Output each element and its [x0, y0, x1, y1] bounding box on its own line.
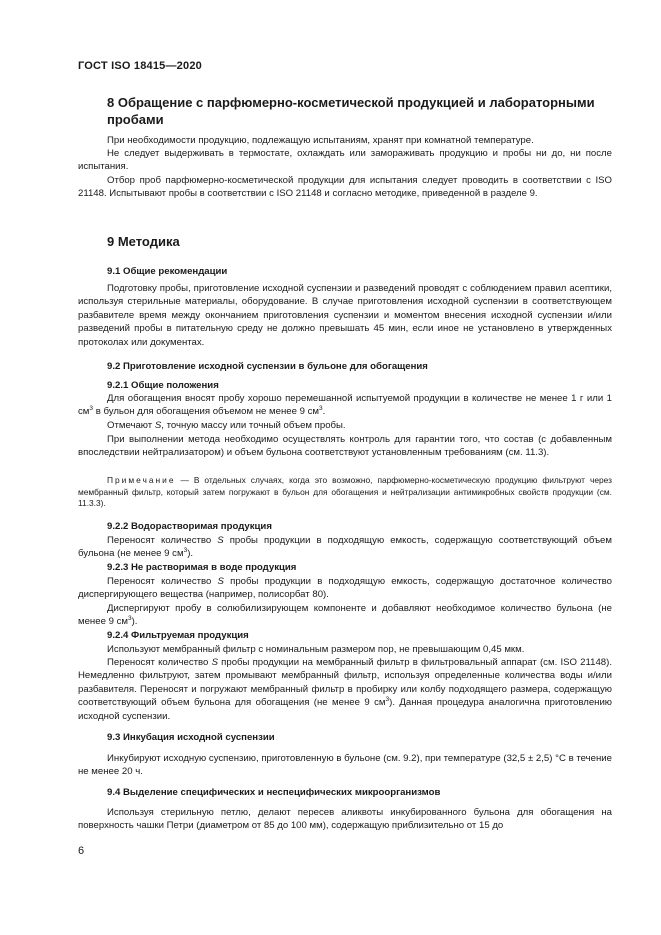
section-9-title: 9 Методика: [107, 234, 180, 249]
section-9-2-2-para-1: Переносят количество S пробы продукции в подходящую емкость, содержащую соответствующий объем бульона (не менее 9 $см^3$).: [78, 535, 612, 560]
section-9-2-1-para-3: При выполнении метода необходимо осуществлять контроль для гарантии того, что состав (с добавленным впоследствии нейтрализатором) и объем бульона соответствуют установленным требованиям (см. 11.3).: [78, 434, 612, 459]
page-number: 6: [78, 845, 85, 857]
section-9-2-3-title: 9.2.3 Не растворимая в воде продукция: [107, 562, 297, 573]
section-9-2-1-title: 9.2.1 Общие положения: [107, 380, 219, 391]
section-9-2-2-title: 9.2.2 Водорастворимая продукция: [107, 521, 272, 532]
running-header: ГОСТ ISO 18415—2020: [78, 60, 202, 72]
section-9-3-title: 9.3 Инкубация исходной суспензии: [107, 732, 275, 743]
section-8-title: 8 Обращение с парфюмерно-косметической продукцией и лабораторными пробами: [107, 95, 595, 127]
section-9-2-title: 9.2 Приготовление исходной суспензии в бульоне для обогащения: [107, 361, 428, 372]
section-9-1-para-1: Подготовку пробы, приготовление исходной суспензии и разведений проводят с соблюдением правил асептики, используя стерильные материалы, оборудование. В случае приготовления исходной суспензии в соответствующем разбавителе время между окончанием приготовления суспензии и моментом внесения исходной суспензии и/или разведений пробы в питательную среду не должно превышать 45 мин, если иное не установлено в утвержденных протоколах или документах.: [78, 283, 612, 348]
section-9-3-para-1: Инкубируют исходную суспензию, приготовленную в бульоне (см. 9.2), при температуре (32,5 ± 2,5) °С в течение не менее 20 ч.: [78, 753, 612, 778]
section-9-2-3-para-1: Переносят количество S пробы продукции в подходящую емкость, содержащую достаточное количество диспергирующего вещества (например, полисорбат 80).: [78, 576, 612, 601]
section-8: [78, 94, 612, 128]
section-9-2-4-para-1: Используют мембранный фильтр с номинальным размером пор, не превышающим 0,45 мкм.: [107, 644, 525, 655]
section-9-4-title: 9.4 Выделение специфических и неспецифических микроорганизмов: [107, 787, 441, 798]
section-9-2-1-note: Примечание — В отдельных случаях, когда это возможно, парфюмерно-косметическую продукцию фильтруют через мембранный фильтр, который затем погружают в бульон для обогащения и нейтрализации антимикробных свойств продукции (см. 11.3.3).: [78, 475, 612, 509]
section-8-para-3: Отбор проб парфюмерно-косметической продукции для испытания следует проводить в соответствии с ISO 21148. Испытывают пробы в соответствии с ISO 21148 и согласно методике, приведенной в разделе 9.: [78, 175, 612, 200]
section-9-2-3-para-2: Диспергируют пробу в солюбилизирующем компоненте и добавляют необходимое количество бульона (не менее 9 $см^3$).: [78, 603, 612, 628]
section-9: [78, 233, 612, 250]
section-9-1-title: 9.1 Общие рекомендации: [107, 266, 228, 277]
section-9-2-4-title: 9.2.4 Фильтруемая продукция: [107, 630, 249, 641]
section-9-2-1-para-2: Отмечают S, точную массу или точный объем пробы.: [107, 420, 346, 431]
section-9-2-4-para-2: Переносят количество S пробы продукции на мембранный фильтр в фильтровальный аппарат (см. ISO 21148). Немедленно фильтруют, затем промывают мембранный фильтр, используя определенные количества воды и/или разбавителя. Переносят и погружают мембранный фильтр в пробирку или колбу подходящего размера, содержащую соответствующий объем бульона для обогащения (не менее 9 $см^3$). Данная процедура аналогична приготовлению исходной суспензии.: [78, 657, 613, 722]
section-8-para-2: Не следует выдерживать в термостате, охлаждать или замораживать продукцию и пробы ни до, ни после испытания.: [78, 148, 612, 173]
section-9-4-para-1: Используя стерильную петлю, делают пересев аликвоты инкубированного бульона для обогащения на поверхность чашки Петри (диаметром от 85 до 100 мм), содержащую приблизительно от 15 до: [78, 807, 612, 832]
section-8-para-1: При необходимости продукцию, подлежащую испытаниям, хранят при комнатной температуре.: [107, 135, 534, 146]
section-9-2-1-para-1: Для обогащения вносят пробу хорошо перемешанной испытуемой продукции в количестве не менее 1 г или 1 $см^3$ в бульон для обогащения объемом не менее 9 $см^3$.: [78, 393, 612, 418]
note-label: Примечание: [107, 475, 176, 485]
